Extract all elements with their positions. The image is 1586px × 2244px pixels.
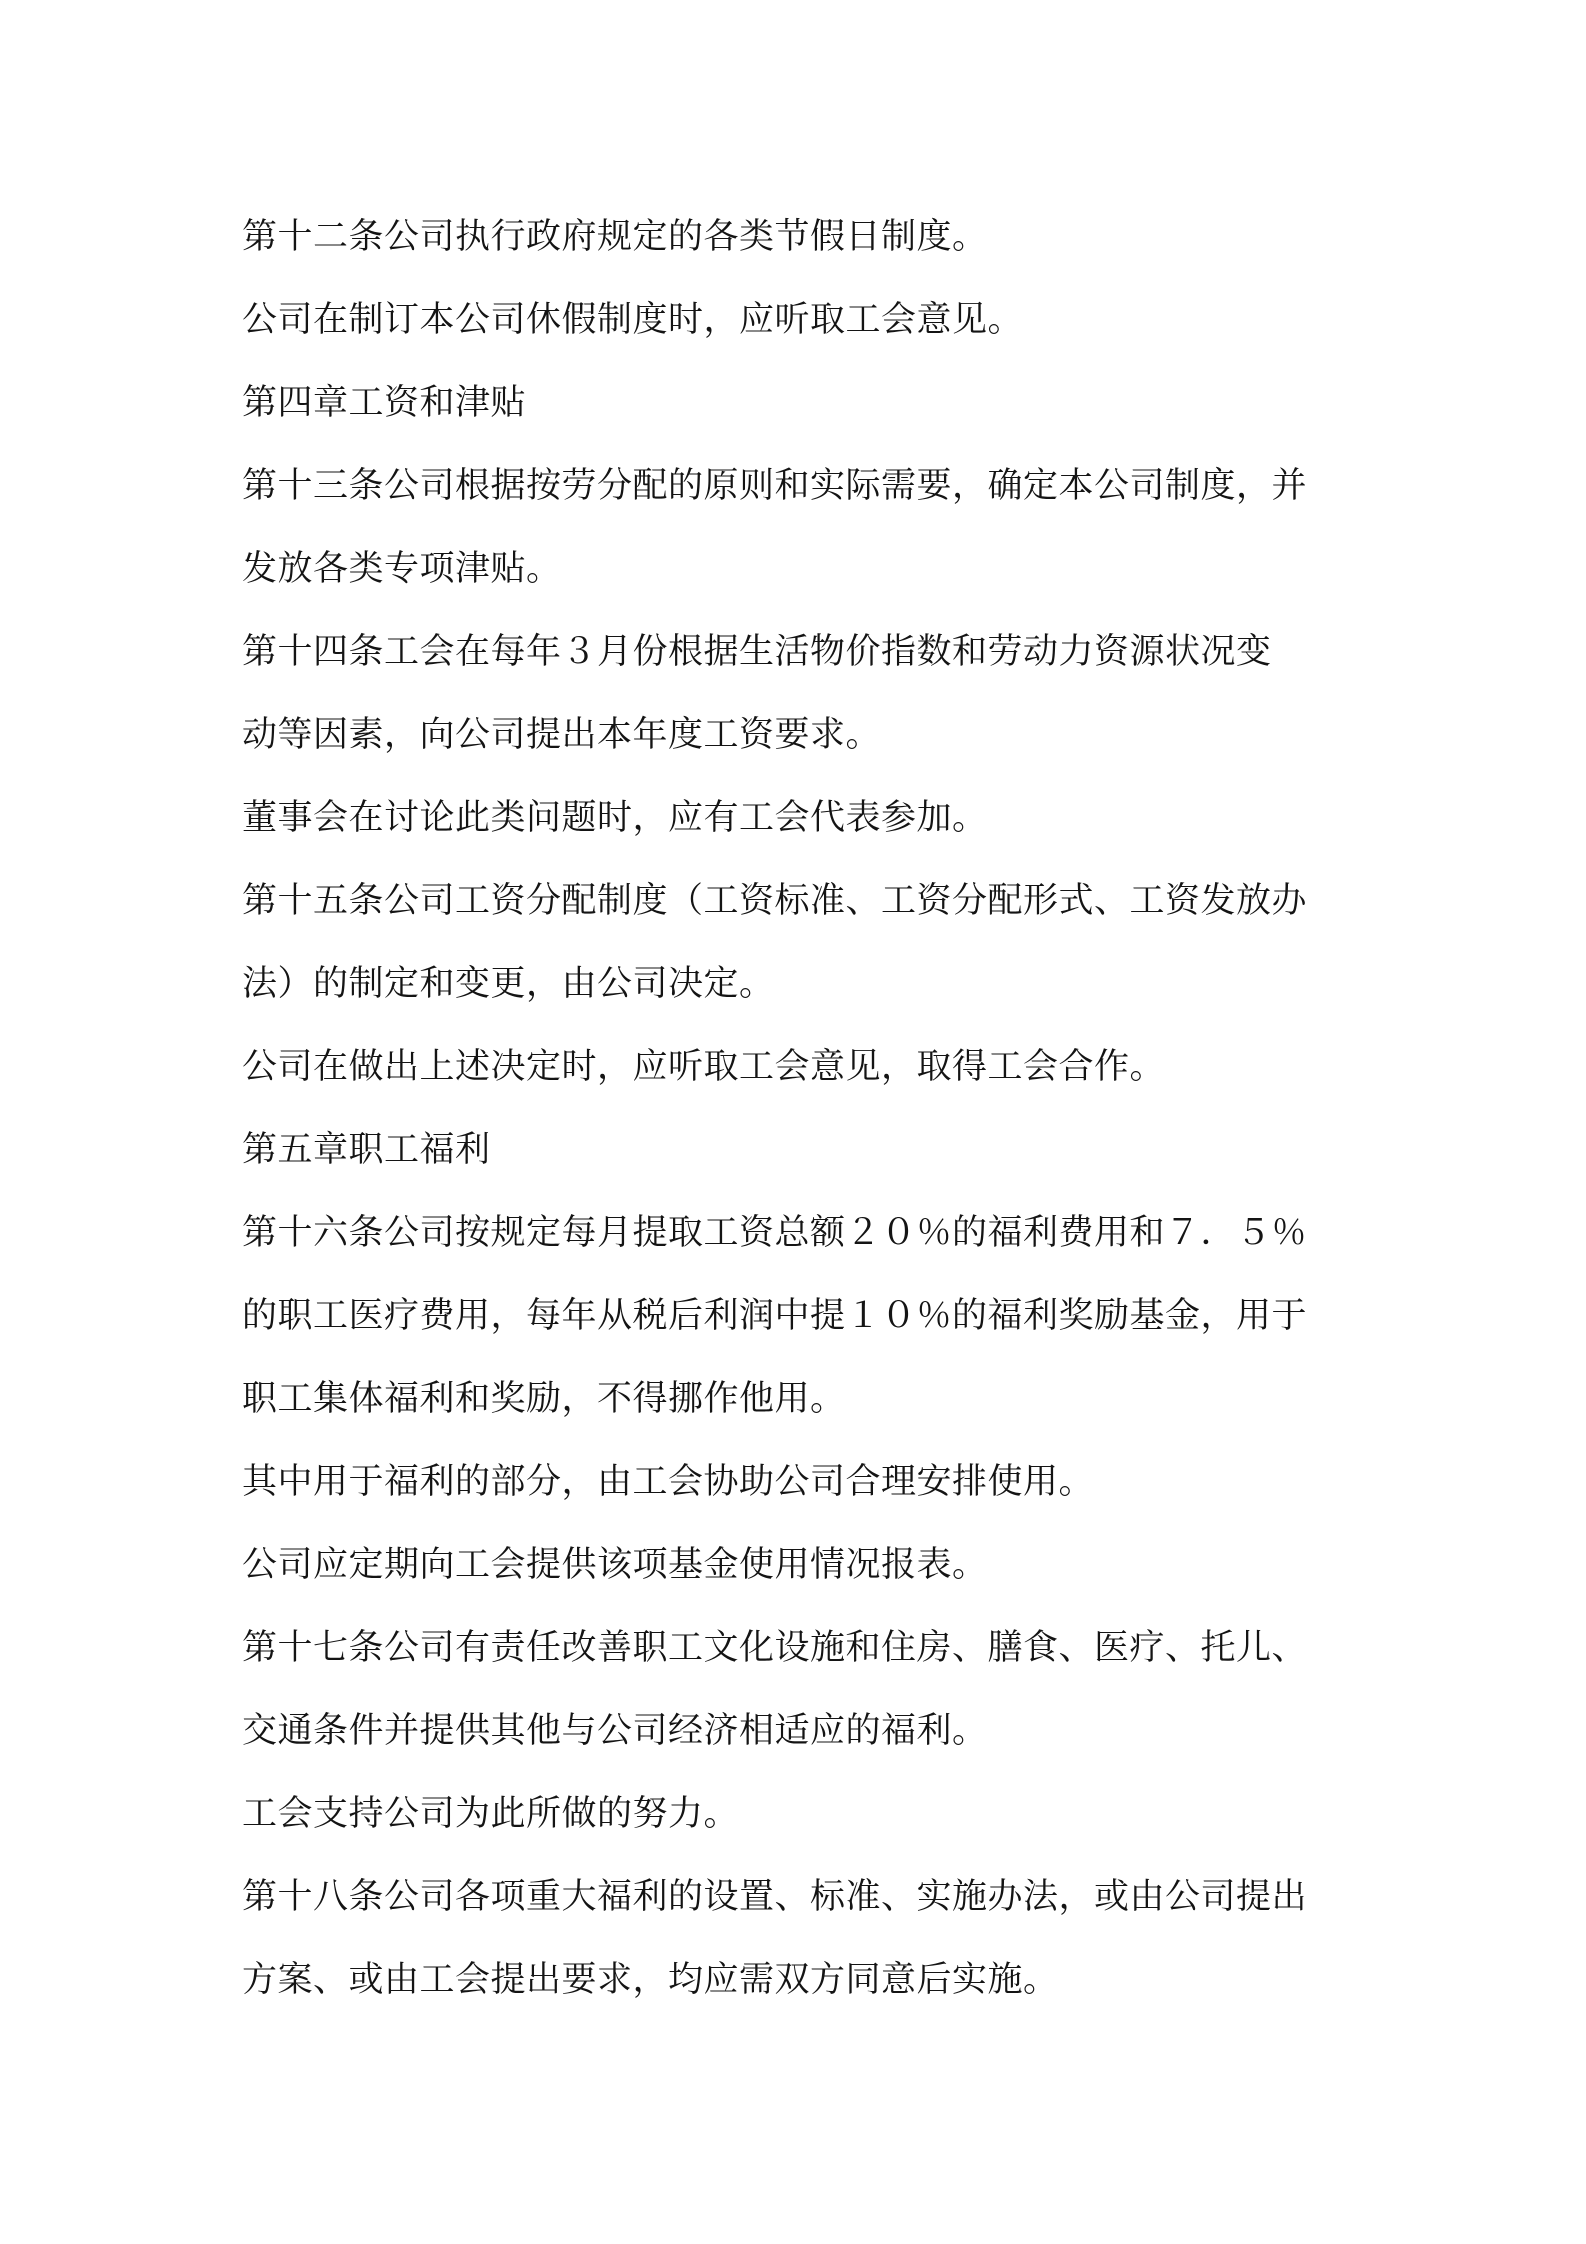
text-line: 发放各类专项津贴。: [242, 549, 562, 589]
text-line: 方案、或由工会提出要求，均应需双方同意后实施。: [242, 1960, 1059, 2000]
text-line: 公司应定期向工会提供该项基金使用情况报表。: [242, 1545, 988, 1585]
text-line: 交通条件并提供其他与公司经济相适应的福利。: [242, 1711, 988, 1751]
text-line: 公司在做出上述决定时，应听取工会意见，取得工会合作。: [242, 1047, 1166, 1087]
text-line: 第十六条公司按规定每月提取工资总额２０％的福利费用和７．５％: [242, 1213, 1308, 1253]
chapter-heading: 第四章工资和津贴: [242, 383, 527, 423]
text-line: 的职工医疗费用，每年从税后利润中提１０％的福利奖励基金，用于: [242, 1296, 1308, 1336]
chapter-heading: 第五章职工福利: [242, 1130, 491, 1170]
text-line: 董事会在讨论此类问题时，应有工会代表参加。: [242, 798, 988, 838]
text-line: 第十五条公司工资分配制度（工资标准、工资分配形式、工资发放办: [242, 881, 1308, 921]
text-line: 第十八条公司各项重大福利的设置、标准、实施办法，或由公司提出: [242, 1877, 1308, 1917]
text-line: 工会支持公司为此所做的努力。: [242, 1794, 740, 1834]
document-body: [242, 196, 1362, 2022]
text-line: 职工集体福利和奖励，不得挪作他用。: [242, 1379, 846, 1419]
text-line: 第十二条公司执行政府规定的各类节假日制度。: [242, 217, 988, 257]
text-line: 第十四条工会在每年３月份根据生活物价指数和劳动力资源状况变: [242, 632, 1272, 672]
text-line: 法）的制定和变更，由公司决定。: [242, 964, 775, 1004]
text-line: 其中用于福利的部分，由工会协助公司合理安排使用。: [242, 1462, 1095, 1502]
text-line: 第十三条公司根据按劳分配的原则和实际需要，确定本公司制度，并: [242, 466, 1308, 506]
text-line: 第十七条公司有责任改善职工文化设施和住房、膳食、医疗、托儿、: [242, 1628, 1308, 1668]
text-line: 公司在制订本公司休假制度时，应听取工会意见。: [242, 300, 1024, 340]
text-line: 动等因素，向公司提出本年度工资要求。: [242, 715, 882, 755]
